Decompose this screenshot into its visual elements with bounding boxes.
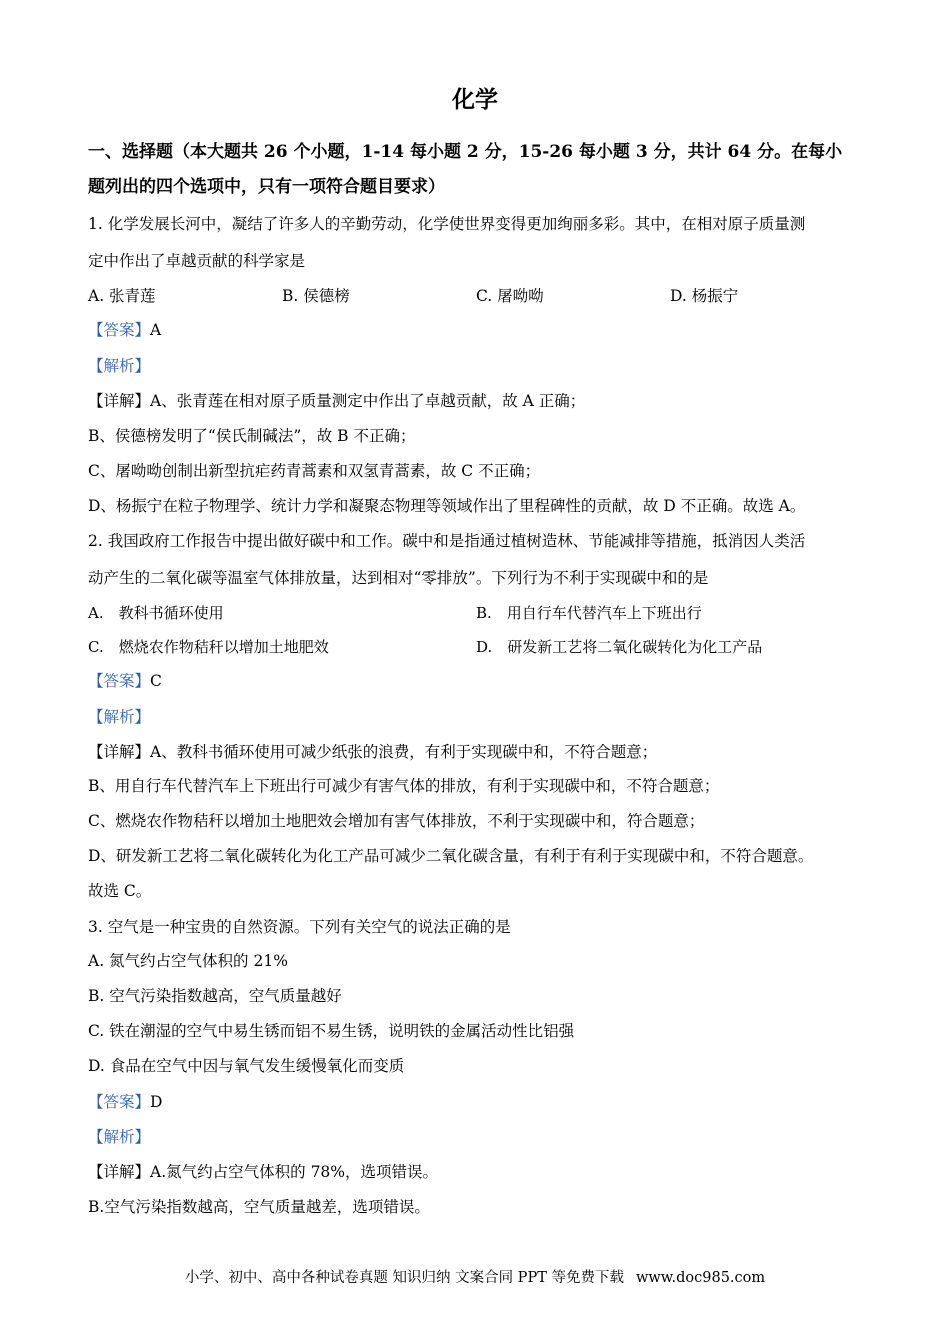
section-heading-line-2: 题列出的四个选项中，只有一项符合题目要求） [88,177,445,197]
q2-detail-line-5: 故选 C。 [88,882,152,900]
q1-answer [88,320,161,340]
detail-tag: 【详解】 [88,392,151,410]
page-footer [0,1268,950,1288]
q2-detail-line-4: D、研发新工艺将二氧化碳转化为化工产品可减少二氧化碳含量，有利于有利于实现碳中和，不符合题意。 [88,847,814,865]
answer-tag: 【答案】 [88,1093,151,1111]
q2-option-a: A. 教科书循环使用 [88,604,224,622]
q3-analysis-tag: 【解析】 [88,1128,151,1146]
answer-tag: 【答案】 [88,321,151,339]
q3-option-a: A. 氮气约占空气体积的 21% [88,952,288,970]
q1-analysis-tag: 【解析】 [88,357,151,375]
q1-option-d: D. 杨振宁 [670,287,739,305]
q3-option-d: D. 食品在空气中因与氧气发生缓慢氧化而变质 [88,1057,405,1075]
detail-text: A、张青莲在相对原子质量测定中作出了卓越贡献，故 A 正确； [150,392,586,410]
q2-option-c: C. 燃烧农作物秸秆以增加土地肥效 [88,638,329,656]
q2-detail-line-2: B、用自行车代替汽车上下班出行可减少有害气体的排放，有利于实现碳中和，不符合题意； [88,777,720,795]
detail-tag: 【详解】 [88,1163,151,1181]
detail-tag: 【详解】 [88,743,151,761]
q1-option-b: B. 侯德榜 [282,287,350,305]
q1-option-a: A. 张青莲 [88,287,156,305]
q2-detail-line-1 [88,742,657,762]
section-heading-line-1: 一、选择题（本大题共 26 个小题，1-14 每小题 2 分，15-26 每小题 3 分，共计 64 分。在每小 [88,142,843,162]
q2-option-d: D. 研发新工艺将二氧化碳转化为化工产品 [476,638,763,656]
q1-detail-line-4: D、杨振宁在粒子物理学、统计力学和凝聚态物理等领域作出了里程碑性的贡献，故 D 不正确。故选 A。 [88,497,806,515]
q1-stem-line-2: 定中作出了卓越贡献的科学家是 [88,252,306,270]
q3-option-b: B. 空气污染指数越高，空气质量越好 [88,987,342,1005]
q2-option-b: B. 用自行车代替汽车上下班出行 [476,604,702,622]
q1-option-c: C. 屠呦呦 [476,287,544,305]
answer-value: D [150,1093,163,1111]
q3-answer [88,1092,162,1112]
q3-option-c: C. 铁在潮湿的空气中易生锈而铝不易生锈，说明铁的金属活动性比铝强 [88,1022,575,1040]
q1-detail-line-1 [88,391,585,411]
detail-text: A、教科书循环使用可减少纸张的浪费，有利于实现碳中和，不符合题意； [150,743,658,761]
footer-link[interactable]: www.doc985.com [635,1270,766,1286]
q3-detail-line-2: B.空气污染指数越高，空气质量越差，选项错误。 [88,1198,430,1216]
q2-stem-line-2: 动产生的二氧化碳等温室气体排放量，达到相对“零排放”。下列行为不利于实现碳中和的是 [88,569,709,587]
detail-text: A.氮气约占空气体积的 78%，选项错误。 [150,1163,439,1181]
q2-answer [88,671,162,691]
q2-stem-line-1: 2. 我国政府工作报告中提出做好碳中和工作。碳中和是指通过植树造林、节能减排等措施，抵消因人类活 [88,532,806,550]
q2-analysis-tag: 【解析】 [88,708,151,726]
q1-detail-line-3: C、屠呦呦创制出新型抗疟药青蒿素和双氢青蒿素，故 C 不正确； [88,462,541,480]
q3-detail-line-1 [88,1162,438,1182]
page-title: 化学 [452,86,498,113]
q1-detail-line-2: B、侯德榜发明了“侯氏制碱法”，故 B 不正确； [88,427,416,445]
answer-tag: 【答案】 [88,672,151,690]
q3-stem: 3. 空气是一种宝贵的自然资源。下列有关空气的说法正确的是 [88,918,511,936]
answer-value: C [150,672,162,690]
footer-text: 小学、初中、高中各种试卷真题 知识归纳 文案合同 PPT 等免费下载 [184,1270,624,1286]
q2-detail-line-3: C、燃烧农作物秸秆以增加土地肥效会增加有害气体排放，不利于实现碳中和，符合题意； [88,812,705,830]
q1-stem-line-1: 1. 化学发展长河中，凝结了许多人的辛勤劳动，化学使世界变得更加绚丽多彩。其中，在相对原子质量测 [88,215,806,233]
answer-value: A [150,321,162,339]
